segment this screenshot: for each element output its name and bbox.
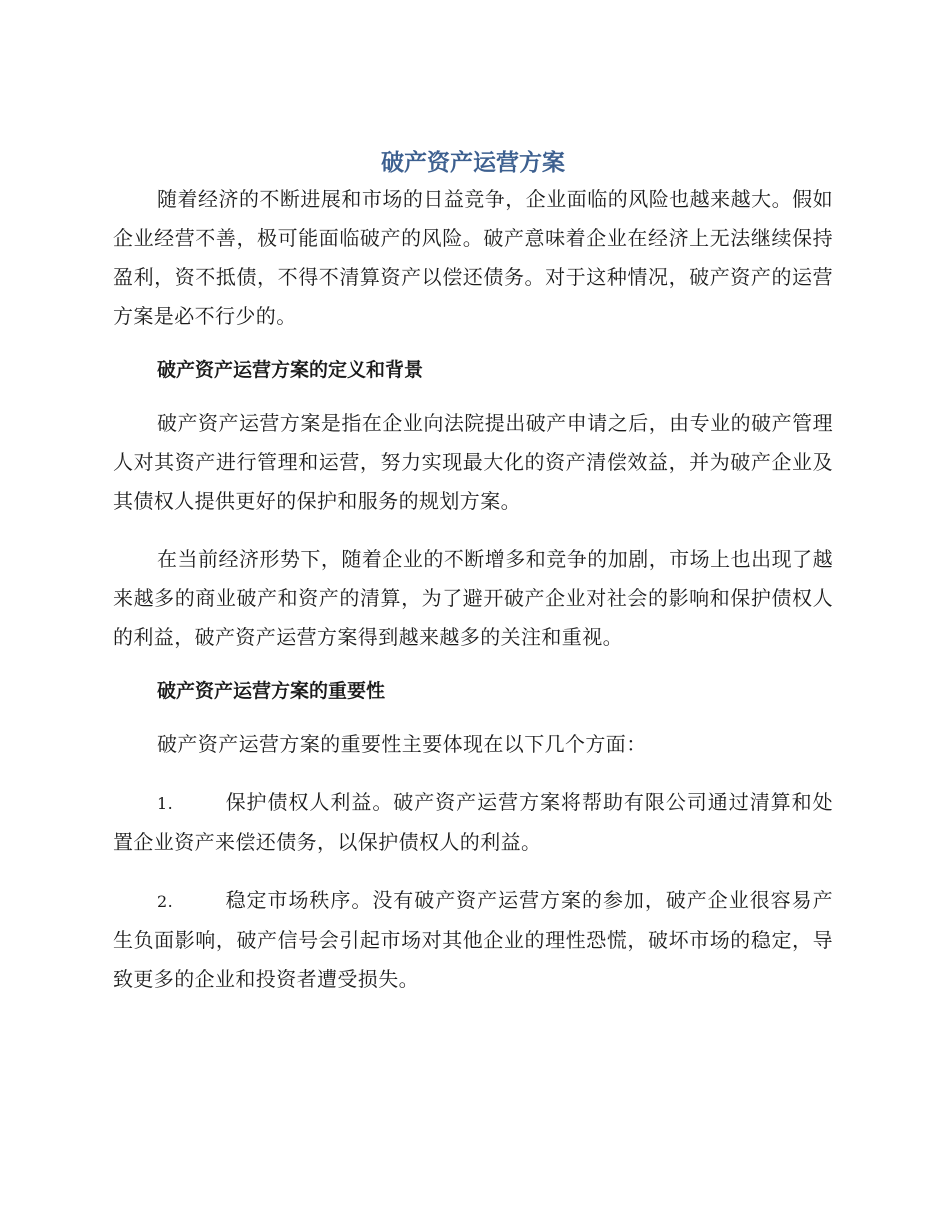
page-title: 破产资产运营方案	[381, 150, 565, 176]
list-item	[113, 783, 833, 862]
definition-paragraph-1: 破产资产运营方案是指在企业向法院提出破产申请之后，由专业的破产管理人对其资产进行管理和运营，努力实现最大化的资产清偿效益，并为破产企业及其债权人提供更好的保护和服务的规划方案。	[113, 411, 833, 513]
intro-paragraph: 随着经济的不断进展和市场的日益竞争，企业面临的风险也越来越大。假如企业经营不善，极可能面临破产的风险。破产意味着企业在经济上无法继续保持盈利，资不抵债，不得不清算资产以偿还债务。对于这种情况，破产资产的运营方案是必不行少的。	[113, 187, 833, 328]
list-item	[113, 881, 833, 999]
list-item-text: 稳定市场秩序。没有破产资产运营方案的参加，破产企业很容易产生负面影响，破产信号会引起市场对其他企业的理性恐慌，破坏市场的稳定，导致更多的企业和投资者遭受损失。	[113, 888, 833, 991]
section-heading-importance: 破产资产运营方案的重要性	[157, 680, 386, 702]
list-number: 2.	[157, 892, 174, 911]
list-item-2-text	[113, 881, 833, 999]
section-heading-definition: 破产资产运营方案的定义和背景	[157, 359, 424, 381]
list-item-1-text	[113, 783, 833, 862]
list-item-text: 保护债权人利益。破产资产运营方案将帮助有限公司通过清算和处置企业资产来偿还债务，以保护债权人的利益。	[113, 790, 833, 854]
importance-intro: 破产资产运营方案的重要性主要体现在以下几个方面：	[157, 732, 647, 756]
definition-paragraph-2: 在当前经济形势下，随着企业的不断增多和竞争的加剧，市场上也出现了越来越多的商业破产和资产的清算，为了避开破产企业对社会的影响和保护债权人的利益，破产资产运营方案得到越来越多的关注和重视。	[113, 547, 833, 649]
document-page	[113, 148, 833, 999]
list-number: 1.	[157, 794, 174, 813]
